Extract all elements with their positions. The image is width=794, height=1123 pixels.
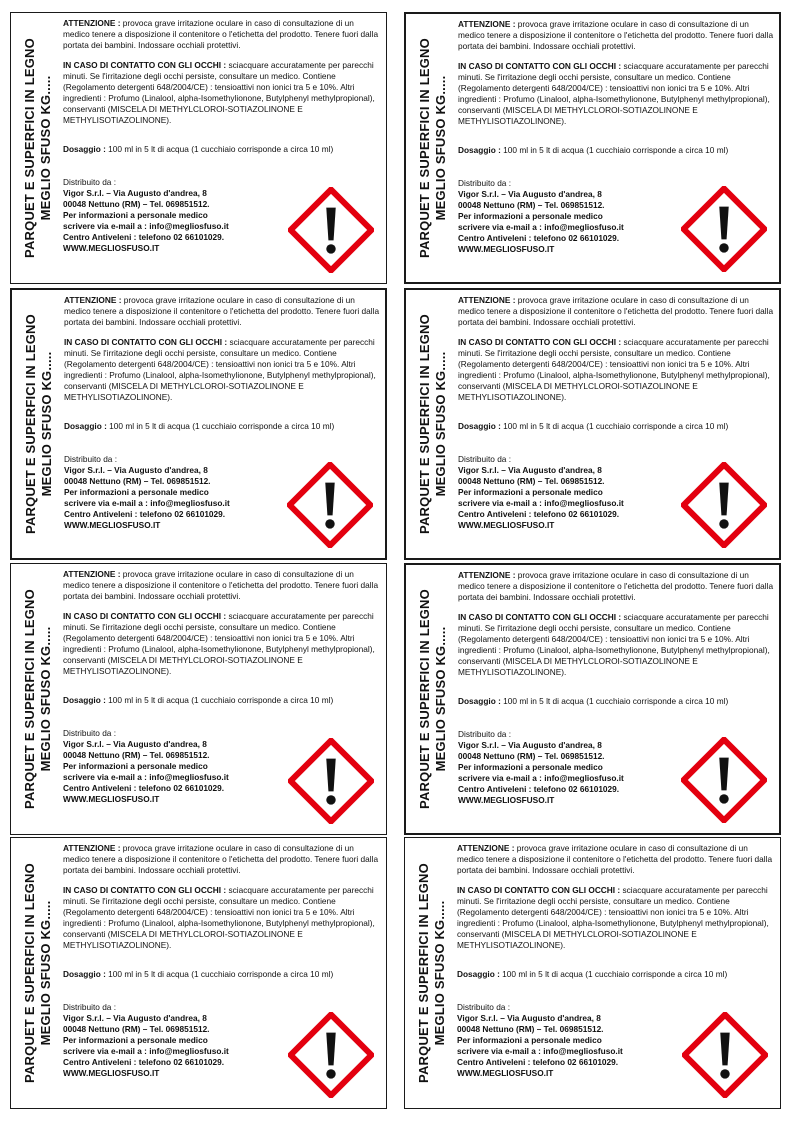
dosage-heading: Dosaggio :	[458, 145, 501, 155]
distributed-by: Distribuito da :	[63, 1002, 117, 1012]
label-title-line1: PARQUET E SUPERFICI IN LEGNO	[417, 589, 432, 809]
dosage-paragraph	[458, 421, 776, 432]
attention-text: provoca grave irritazione oculare in caso di consultazione di un medico tenere a disposizione il contenitore o l'etichetta del prodotto. Tenere fuori dalla portata dei bambini. Indossare occhiali protettivi.	[457, 843, 773, 875]
dosage-text: 100 ml in 5 lt di acqua (1 cucchiaio corrisponde a circa 10 ml)	[106, 421, 335, 431]
email-line: scrivere via e-mail a : info@megliosfuso.it	[458, 222, 624, 232]
exclamation-dot	[326, 244, 335, 253]
attention-heading: ATTENZIONE :	[458, 295, 516, 305]
dosage-paragraph	[63, 144, 381, 155]
attention-text: provoca grave irritazione oculare in caso di consultazione di un medico tenere a disposizione il contenitore o l'etichetta del prodotto. Tenere fuori dalla portata dei bambini. Indossare occhiali protettivi.	[458, 295, 774, 327]
distributed-by: Distribuito da :	[64, 454, 118, 464]
website-line: WWW.MEGLIOSFUSO.IT	[458, 244, 555, 254]
email-line: scrivere via e-mail a : info@megliosfuso.it	[457, 1046, 623, 1056]
ghs-exclamation-mark-icon	[287, 462, 373, 548]
eyes-text: sciacquare accuratamente per parecchi minuti. Se l'irritazione degli occhi persiste, consultare un medico. Contiene (Regolamento detergenti 648/2004/CE) : tensioattivi non ionici tra 5 e 10%. Altri ingredienti : Profumo (Linalool, alpha-Isomethylionone, Butylphenyl methylpropional), conservanti (MISCELA DI METHYLCLOROI-SOTIAZOLINONE E METHYLISOTIAZOLINONE).	[63, 611, 375, 676]
website-line: WWW.MEGLIOSFUSO.IT	[458, 795, 555, 805]
dosage-heading: Dosaggio :	[458, 696, 501, 706]
exclamation-dot	[326, 795, 335, 804]
info-line: Per informazioni a personale medico	[63, 1035, 208, 1045]
address-line: 00048 Nettuno (RM) – Tel. 069851512.	[458, 200, 605, 210]
address-line: 00048 Nettuno (RM) – Tel. 069851512.	[64, 476, 211, 486]
info-line: Per informazioni a personale medico	[64, 487, 209, 497]
dosage-paragraph	[457, 969, 775, 980]
label-title-line2: MEGLIO SFUSO KG.....	[433, 351, 448, 497]
poison-center-line: Centro Antiveleni : telefono 02 66101029.	[457, 1057, 619, 1067]
attention-heading: ATTENZIONE :	[458, 570, 516, 580]
attention-paragraph	[458, 19, 776, 52]
company-line: Vigor S.r.l. – Via Augusto d'andrea, 8	[63, 188, 207, 198]
label-title	[407, 838, 457, 1108]
company-line: Vigor S.r.l. – Via Augusto d'andrea, 8	[458, 740, 602, 750]
attention-paragraph	[458, 570, 776, 603]
ghs-exclamation-mark-icon	[681, 462, 767, 548]
ghs-exclamation-mark-icon	[288, 1012, 374, 1098]
distributed-by: Distribuito da :	[63, 728, 117, 738]
attention-text: provoca grave irritazione oculare in caso di consultazione di un medico tenere a disposizione il contenitore o l'etichetta del prodotto. Tenere fuori dalla portata dei bambini. Indossare occhiali protettivi.	[63, 569, 379, 601]
eyes-paragraph	[458, 337, 776, 403]
attention-text: provoca grave irritazione oculare in caso di consultazione di un medico tenere a disposizione il contenitore o l'etichetta del prodotto. Tenere fuori dalla portata dei bambini. Indossare occhiali protettivi.	[64, 295, 380, 327]
label-title-line1: PARQUET E SUPERFICI IN LEGNO	[22, 863, 37, 1083]
address-line: 00048 Nettuno (RM) – Tel. 069851512.	[458, 476, 605, 486]
ghs-exclamation-mark-icon	[288, 738, 374, 824]
eyes-heading: IN CASO DI CONTATTO CON GLI OCCHI :	[63, 60, 227, 70]
dosage-paragraph	[64, 421, 382, 432]
label-title-line2: MEGLIO SFUSO KG.....	[38, 900, 53, 1046]
eyes-text: sciacquare accuratamente per parecchi minuti. Se l'irritazione degli occhi persiste, consultare un medico. Contiene (Regolamento detergenti 648/2004/CE) : tensioattivi non ionici tra 5 e 10%. Altri ingredienti : Profumo (Linalool, alpha-Isomethylionone, Butylphenyl methylpropional), conservanti (MISCELA DI METHYLCLOROI-SOTIAZOLINONE E METHYLISOTIAZOLINONE).	[458, 337, 770, 402]
distributed-by: Distribuito da :	[63, 177, 117, 187]
label-title	[13, 564, 63, 834]
dosage-text: 100 ml in 5 lt di acqua (1 cucchiaio corrisponde a circa 10 ml)	[500, 696, 729, 706]
attention-text: provoca grave irritazione oculare in caso di consultazione di un medico tenere a disposizione il contenitore o l'etichetta del prodotto. Tenere fuori dalla portata dei bambini. Indossare occhiali protettivi.	[458, 19, 774, 51]
company-line: Vigor S.r.l. – Via Augusto d'andrea, 8	[63, 1013, 207, 1023]
dosage-paragraph	[63, 695, 381, 706]
eyes-paragraph	[63, 885, 381, 951]
dosage-heading: Dosaggio :	[457, 969, 500, 979]
address-line: 00048 Nettuno (RM) – Tel. 069851512.	[63, 199, 210, 209]
eyes-heading: IN CASO DI CONTATTO CON GLI OCCHI :	[457, 885, 621, 895]
exclamation-dot	[720, 1069, 729, 1078]
dosage-paragraph	[458, 696, 776, 707]
product-label-3	[10, 288, 387, 560]
attention-paragraph	[63, 843, 381, 876]
product-label-4	[404, 288, 781, 560]
info-line: Per informazioni a personale medico	[63, 210, 208, 220]
poison-center-line: Centro Antiveleni : telefono 02 66101029.	[63, 783, 225, 793]
product-label-8	[404, 837, 781, 1109]
attention-text: provoca grave irritazione oculare in caso di consultazione di un medico tenere a disposizione il contenitore o l'etichetta del prodotto. Tenere fuori dalla portata dei bambini. Indossare occhiali protettivi.	[63, 843, 379, 875]
dosage-text: 100 ml in 5 lt di acqua (1 cucchiaio corrisponde a circa 10 ml)	[500, 421, 729, 431]
exclamation-dot	[719, 519, 728, 528]
label-title-line1: PARQUET E SUPERFICI IN LEGNO	[22, 589, 37, 809]
email-line: scrivere via e-mail a : info@megliosfuso.it	[64, 498, 230, 508]
product-label-1	[10, 12, 387, 284]
product-label-5	[10, 563, 387, 835]
distributed-by: Distribuito da :	[457, 1002, 511, 1012]
attention-paragraph	[63, 18, 381, 51]
company-line: Vigor S.r.l. – Via Augusto d'andrea, 8	[64, 465, 208, 475]
poison-center-line: Centro Antiveleni : telefono 02 66101029.	[63, 1057, 225, 1067]
eyes-paragraph	[457, 885, 775, 951]
eyes-text: sciacquare accuratamente per parecchi minuti. Se l'irritazione degli occhi persiste, consultare un medico. Contiene (Regolamento detergenti 648/2004/CE) : tensioattivi non ionici tra 5 e 10%. Altri ingredienti : Profumo (Linalool, alpha-Isomethylionone, Butylphenyl methylpropional), conservanti (MISCELA DI METHYLCLOROI-SOTIAZOLINONE E METHYLISOTIAZOLINONE).	[457, 885, 769, 950]
eyes-text: sciacquare accuratamente per parecchi minuti. Se l'irritazione degli occhi persiste, consultare un medico. Contiene (Regolamento detergenti 648/2004/CE) : tensioattivi non ionici tra 5 e 10%. Altri ingredienti : Profumo (Linalool, alpha-Isomethylionone, Butylphenyl methylpropional), conservanti (MISCELA DI METHYLCLOROI-SOTIAZOLINONE E METHYLISOTIAZOLINONE).	[458, 612, 770, 677]
eyes-heading: IN CASO DI CONTATTO CON GLI OCCHI :	[63, 885, 227, 895]
label-title	[408, 14, 458, 282]
dosage-heading: Dosaggio :	[458, 421, 501, 431]
info-line: Per informazioni a personale medico	[457, 1035, 602, 1045]
dosage-text: 100 ml in 5 lt di acqua (1 cucchiaio corrisponde a circa 10 ml)	[499, 969, 728, 979]
address-line: 00048 Nettuno (RM) – Tel. 069851512.	[63, 750, 210, 760]
eyes-text: sciacquare accuratamente per parecchi minuti. Se l'irritazione degli occhi persiste, consultare un medico. Contiene (Regolamento detergenti 648/2004/CE) : tensioattivi non ionici tra 5 e 10%. Altri ingredienti : Profumo (Linalool, alpha-Isomethylionone, Butylphenyl methylpropional), conservanti (MISCELA DI METHYLCLOROI-SOTIAZOLINONE E METHYLISOTIAZOLINONE).	[63, 60, 375, 125]
eyes-paragraph	[63, 60, 381, 126]
label-title-line2: MEGLIO SFUSO KG.....	[433, 75, 448, 221]
label-title	[408, 565, 458, 833]
label-title	[14, 290, 64, 558]
eyes-heading: IN CASO DI CONTATTO CON GLI OCCHI :	[64, 337, 228, 347]
info-line: Per informazioni a personale medico	[63, 761, 208, 771]
exclamation-dot	[325, 519, 334, 528]
info-line: Per informazioni a personale medico	[458, 211, 603, 221]
distributed-by: Distribuito da :	[458, 729, 512, 739]
attention-text: provoca grave irritazione oculare in caso di consultazione di un medico tenere a disposizione il contenitore o l'etichetta del prodotto. Tenere fuori dalla portata dei bambini. Indossare occhiali protettivi.	[458, 570, 774, 602]
address-line: 00048 Nettuno (RM) – Tel. 069851512.	[457, 1024, 604, 1034]
label-title-line1: PARQUET E SUPERFICI IN LEGNO	[416, 863, 431, 1083]
exclamation-dot	[719, 794, 728, 803]
email-line: scrivere via e-mail a : info@megliosfuso.it	[63, 1046, 229, 1056]
label-title-line1: PARQUET E SUPERFICI IN LEGNO	[417, 314, 432, 534]
attention-paragraph	[63, 569, 381, 602]
eyes-text: sciacquare accuratamente per parecchi minuti. Se l'irritazione degli occhi persiste, consultare un medico. Contiene (Regolamento detergenti 648/2004/CE) : tensioattivi non ionici tra 5 e 10%. Altri ingredienti : Profumo (Linalool, alpha-Isomethylionone, Butylphenyl methylpropional), conservanti (MISCELA DI METHYLCLOROI-SOTIAZOLINONE E METHYLISOTIAZOLINONE).	[64, 337, 376, 402]
website-line: WWW.MEGLIOSFUSO.IT	[63, 243, 160, 253]
poison-center-line: Centro Antiveleni : telefono 02 66101029.	[458, 784, 620, 794]
company-line: Vigor S.r.l. – Via Augusto d'andrea, 8	[458, 189, 602, 199]
label-title-line2: MEGLIO SFUSO KG.....	[39, 351, 54, 497]
dosage-heading: Dosaggio :	[63, 695, 106, 705]
product-label-6	[404, 563, 781, 835]
label-title-line1: PARQUET E SUPERFICI IN LEGNO	[417, 38, 432, 258]
label-title	[13, 13, 63, 283]
eyes-paragraph	[458, 61, 776, 127]
ghs-exclamation-mark-icon	[682, 1012, 768, 1098]
attention-heading: ATTENZIONE :	[63, 569, 121, 579]
attention-paragraph	[64, 295, 382, 328]
exclamation-dot	[719, 243, 728, 252]
poison-center-line: Centro Antiveleni : telefono 02 66101029.	[458, 509, 620, 519]
ghs-exclamation-mark-icon	[681, 186, 767, 272]
dosage-text: 100 ml in 5 lt di acqua (1 cucchiaio corrisponde a circa 10 ml)	[105, 969, 334, 979]
distributed-by: Distribuito da :	[458, 178, 512, 188]
attention-heading: ATTENZIONE :	[63, 18, 121, 28]
poison-center-line: Centro Antiveleni : telefono 02 66101029.	[63, 232, 225, 242]
ghs-exclamation-mark-icon	[288, 187, 374, 273]
distributed-by: Distribuito da :	[458, 454, 512, 464]
eyes-paragraph	[64, 337, 382, 403]
dosage-paragraph	[63, 969, 381, 980]
attention-heading: ATTENZIONE :	[64, 295, 122, 305]
label-title	[408, 290, 458, 558]
label-title	[13, 838, 63, 1108]
label-title-line2: MEGLIO SFUSO KG.....	[38, 626, 53, 772]
attention-heading: ATTENZIONE :	[63, 843, 121, 853]
eyes-text: sciacquare accuratamente per parecchi minuti. Se l'irritazione degli occhi persiste, consultare un medico. Contiene (Regolamento detergenti 648/2004/CE) : tensioattivi non ionici tra 5 e 10%. Altri ingredienti : Profumo (Linalool, alpha-Isomethylionone, Butylphenyl methylpropional), conservanti (MISCELA DI METHYLCLOROI-SOTIAZOLINONE E METHYLISOTIAZOLINONE).	[63, 885, 375, 950]
address-line: 00048 Nettuno (RM) – Tel. 069851512.	[63, 1024, 210, 1034]
eyes-heading: IN CASO DI CONTATTO CON GLI OCCHI :	[63, 611, 227, 621]
website-line: WWW.MEGLIOSFUSO.IT	[63, 1068, 160, 1078]
email-line: scrivere via e-mail a : info@megliosfuso.it	[458, 498, 624, 508]
website-line: WWW.MEGLIOSFUSO.IT	[458, 520, 555, 530]
dosage-text: 100 ml in 5 lt di acqua (1 cucchiaio corrisponde a circa 10 ml)	[105, 144, 334, 154]
company-line: Vigor S.r.l. – Via Augusto d'andrea, 8	[63, 739, 207, 749]
dosage-heading: Dosaggio :	[63, 144, 106, 154]
dosage-heading: Dosaggio :	[64, 421, 107, 431]
exclamation-dot	[326, 1069, 335, 1078]
poison-center-line: Centro Antiveleni : telefono 02 66101029.	[458, 233, 620, 243]
label-title-line2: MEGLIO SFUSO KG.....	[38, 75, 53, 221]
email-line: scrivere via e-mail a : info@megliosfuso.it	[63, 221, 229, 231]
dosage-text: 100 ml in 5 lt di acqua (1 cucchiaio corrisponde a circa 10 ml)	[105, 695, 334, 705]
label-title-line1: PARQUET E SUPERFICI IN LEGNO	[23, 314, 38, 534]
company-line: Vigor S.r.l. – Via Augusto d'andrea, 8	[457, 1013, 601, 1023]
attention-paragraph	[457, 843, 775, 876]
poison-center-line: Centro Antiveleni : telefono 02 66101029.	[64, 509, 226, 519]
address-line: 00048 Nettuno (RM) – Tel. 069851512.	[458, 751, 605, 761]
attention-paragraph	[458, 295, 776, 328]
website-line: WWW.MEGLIOSFUSO.IT	[457, 1068, 554, 1078]
website-line: WWW.MEGLIOSFUSO.IT	[63, 794, 160, 804]
label-title-line2: MEGLIO SFUSO KG.....	[432, 900, 447, 1046]
ghs-exclamation-mark-icon	[681, 737, 767, 823]
info-line: Per informazioni a personale medico	[458, 762, 603, 772]
attention-text: provoca grave irritazione oculare in caso di consultazione di un medico tenere a disposizione il contenitore o l'etichetta del prodotto. Tenere fuori dalla portata dei bambini. Indossare occhiali protettivi.	[63, 18, 379, 50]
dosage-text: 100 ml in 5 lt di acqua (1 cucchiaio corrisponde a circa 10 ml)	[500, 145, 729, 155]
dosage-heading: Dosaggio :	[63, 969, 106, 979]
eyes-text: sciacquare accuratamente per parecchi minuti. Se l'irritazione degli occhi persiste, consultare un medico. Contiene (Regolamento detergenti 648/2004/CE) : tensioattivi non ionici tra 5 e 10%. Altri ingredienti : Profumo (Linalool, alpha-Isomethylionone, Butylphenyl methylpropional), conservanti (MISCELA DI METHYLCLOROI-SOTIAZOLINONE E METHYLISOTIAZOLINONE).	[458, 61, 770, 126]
eyes-heading: IN CASO DI CONTATTO CON GLI OCCHI :	[458, 612, 622, 622]
dosage-paragraph	[458, 145, 776, 156]
email-line: scrivere via e-mail a : info@megliosfuso.it	[63, 772, 229, 782]
label-title-line1: PARQUET E SUPERFICI IN LEGNO	[22, 38, 37, 258]
eyes-heading: IN CASO DI CONTATTO CON GLI OCCHI :	[458, 337, 622, 347]
website-line: WWW.MEGLIOSFUSO.IT	[64, 520, 161, 530]
eyes-heading: IN CASO DI CONTATTO CON GLI OCCHI :	[458, 61, 622, 71]
product-label-2	[404, 12, 781, 284]
eyes-paragraph	[63, 611, 381, 677]
info-line: Per informazioni a personale medico	[458, 487, 603, 497]
eyes-paragraph	[458, 612, 776, 678]
attention-heading: ATTENZIONE :	[457, 843, 515, 853]
company-line: Vigor S.r.l. – Via Augusto d'andrea, 8	[458, 465, 602, 475]
product-label-7	[10, 837, 387, 1109]
email-line: scrivere via e-mail a : info@megliosfuso.it	[458, 773, 624, 783]
label-title-line2: MEGLIO SFUSO KG.....	[433, 626, 448, 772]
attention-heading: ATTENZIONE :	[458, 19, 516, 29]
